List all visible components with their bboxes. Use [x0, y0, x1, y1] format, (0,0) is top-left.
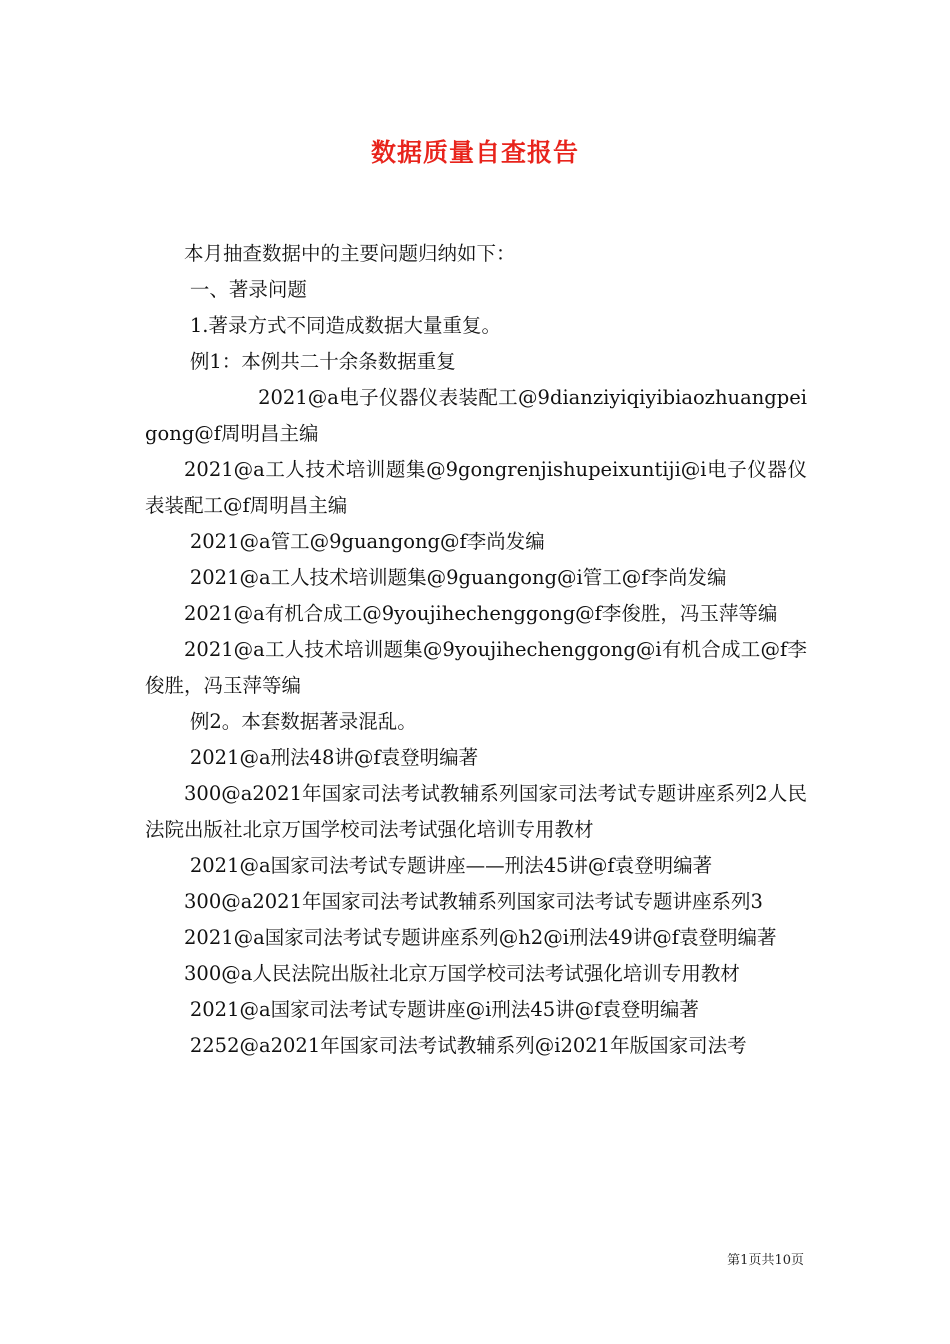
record-line: 2021@a管工@9guangong@f李尚发编 [189, 530, 545, 553]
record-line: 300@a人民法院出版社北京万国学校司法考试强化培训专用教材 [184, 962, 740, 985]
record-line: 2021@a工人技术培训题集@9gongrenjishupeixuntiji@i电子仪器仪表装配工@f周明昌主编 [145, 458, 807, 517]
paragraph: 本月抽查数据中的主要问题归纳如下： [184, 242, 516, 265]
page-number-footer: 第1页共10页 [727, 1253, 804, 1268]
document-body [145, 236, 807, 1064]
record-line: 2021@a工人技术培训题集@9youjihechenggong@i有机合成工@f李俊胜，冯玉萍等编 [145, 638, 807, 697]
example-heading: 例1：本例共二十余条数据重复 [189, 350, 456, 373]
record-line [145, 380, 807, 452]
record-line: 2021@a刑法48讲@f袁登明编著 [189, 746, 479, 769]
example-heading: 例2。本套数据著录混乱。 [189, 710, 417, 733]
record-text: 2021@a电子仪器仪表装配工@9dianziyiqiyibiaozhuangpeigong@f周明昌主编 [145, 386, 807, 445]
document-title: 数据质量自查报告 [370, 138, 579, 167]
record-line: 2021@a国家司法考试专题讲座——刑法45讲@f袁登明编著 [189, 854, 713, 877]
record-line: 2021@a国家司法考试专题讲座@i刑法45讲@f袁登明编著 [189, 998, 699, 1021]
record-line: 2021@a国家司法考试专题讲座系列@h2@i刑法49讲@f袁登明编著 [184, 926, 777, 949]
record-line: 2021@a工人技术培训题集@9guangong@i管工@f李尚发编 [189, 566, 727, 589]
paragraph: 1.著录方式不同造成数据大量重复。 [189, 314, 501, 337]
section-heading: 一、著录问题 [189, 278, 307, 301]
record-line: 2021@a有机合成工@9youjihechenggong@f李俊胜，冯玉萍等编 [184, 602, 778, 625]
record-line: 300@a2021年国家司法考试教辅系列国家司法考试专题讲座系列2人民法院出版社北京万国学校司法考试强化培训专用教材 [145, 782, 807, 841]
record-line: 2252@a2021年国家司法考试教辅系列@i2021年版国家司法考 [189, 1034, 747, 1057]
record-line: 300@a2021年国家司法考试教辅系列国家司法考试专题讲座系列3 [184, 890, 763, 913]
